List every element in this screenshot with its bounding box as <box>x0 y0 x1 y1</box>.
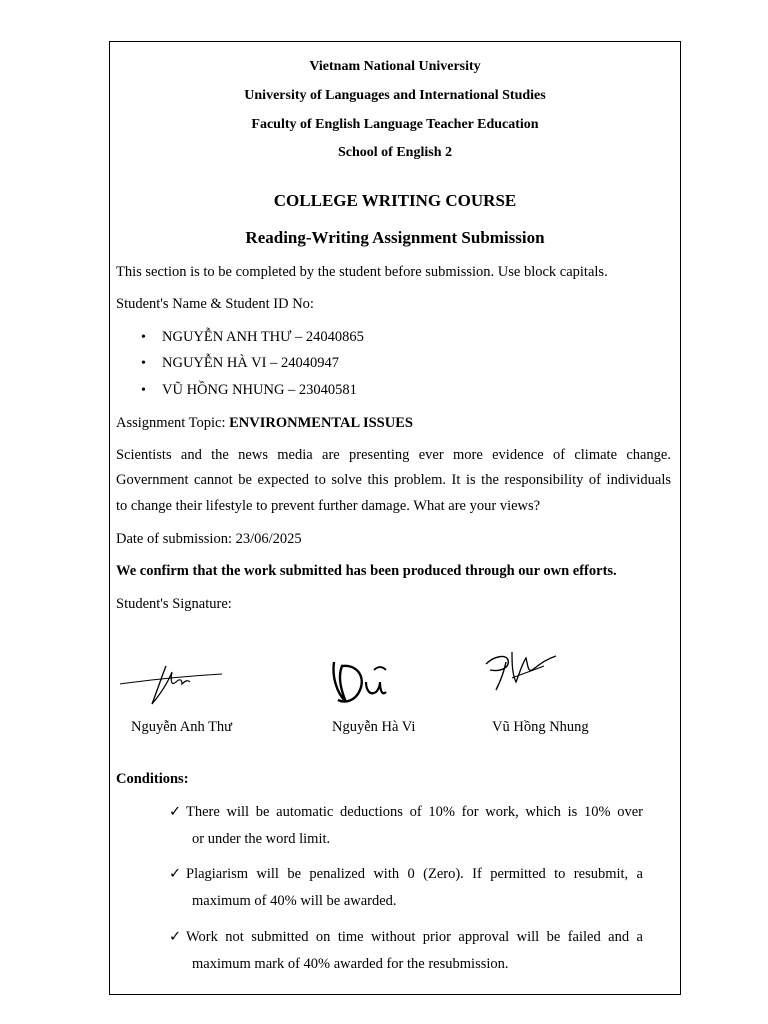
prompt-line: to change their lifestyle to prevent further damage. What are your views? <box>116 498 541 514</box>
signature-image-2 <box>326 656 396 712</box>
check-icon: ✓ <box>169 929 182 945</box>
division-name: School of English 2 <box>338 145 452 160</box>
signature-image-1 <box>118 662 223 710</box>
bullet-icon: • <box>141 330 146 345</box>
document-frame <box>109 41 681 995</box>
students-label: Student's Name & Student ID No: <box>116 296 314 312</box>
course-title: COLLEGE WRITING COURSE <box>273 191 517 210</box>
date-value: 23/06/2025 <box>235 531 302 547</box>
form-title: Reading-Writing Assignment Submission <box>245 228 545 247</box>
list-item: ✓ Work not submitted on time without prior approval will be failed and a maximum mark of 40% awarded for the resubmission. <box>169 929 643 972</box>
signatory-name: Nguyễn Hà Vi <box>332 719 416 735</box>
bullet-icon: • <box>141 356 146 371</box>
prompt-line: Scientists and the news media are presenting ever more evidence of climate change. <box>116 447 671 463</box>
date-label: Date of submission: <box>116 531 232 547</box>
topic-value: ENVIRONMENTAL ISSUES <box>229 415 413 431</box>
instructions: This section is to be completed by the student before submission. Use block capitals. <box>116 264 608 280</box>
faculty-name: Faculty of English Language Teacher Education <box>251 117 539 132</box>
date-of-submission <box>116 531 302 548</box>
university-name: Vietnam National University <box>309 59 481 74</box>
signature-label: Student's Signature: <box>116 596 232 612</box>
signature-image-3 <box>482 644 560 696</box>
school-name: University of Languages and International Studies <box>244 88 546 103</box>
check-icon: ✓ <box>169 804 182 820</box>
prompt-line: Government cannot be expected to solve this problem. It is the responsibility of individuals <box>116 472 671 488</box>
signatory-name: Nguyễn Anh Thư <box>131 719 233 735</box>
list-item: ✓ Plagiarism will be penalized with 0 (Zero). If permitted to resubmit, a maximum of 40% will be awarded. <box>169 866 643 909</box>
check-icon: ✓ <box>169 866 182 882</box>
student-list: • NGUYỄN ANH THƯ – 24040865 • NGUYỄN HÀ VI – 24040947 • VŨ HỒNG NHUNG – 23040581 <box>141 329 364 398</box>
bullet-icon: • <box>141 383 146 398</box>
confirmation-statement: We confirm that the work submitted has been produced through our own efforts. <box>116 563 617 579</box>
topic-label: Assignment Topic: <box>116 415 226 431</box>
assignment-topic <box>116 415 413 432</box>
signatory-name: Vũ Hồng Nhung <box>492 719 589 735</box>
list-item: ✓ There will be automatic deductions of 10% for work, which is 10% over or under the word limit. <box>169 804 643 847</box>
conditions-heading: Conditions: <box>116 771 189 787</box>
